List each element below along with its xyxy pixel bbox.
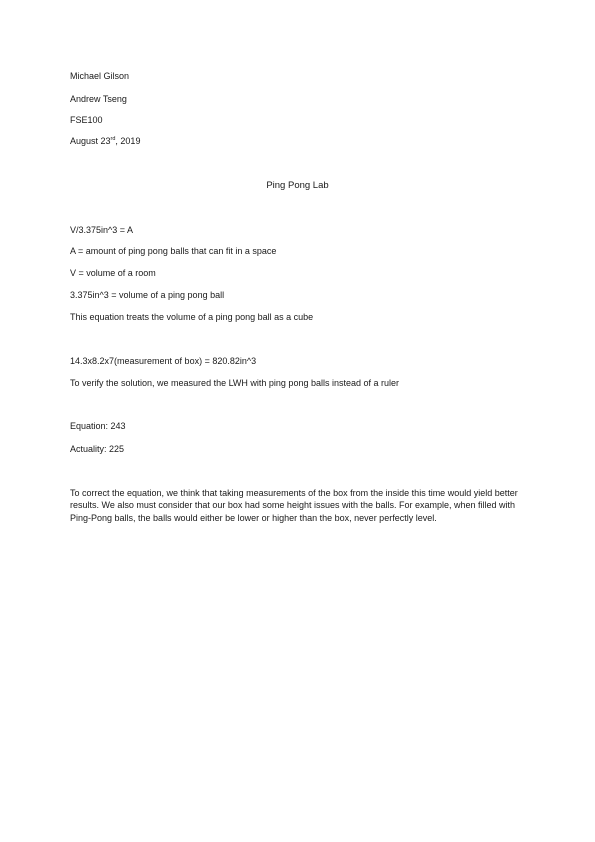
equation-note: This equation treats the volume of a ping pong ball as a cube xyxy=(70,312,314,322)
definition-a: A = amount of ping pong balls that can fit in a space xyxy=(70,246,277,256)
author-name-2: Andrew Tseng xyxy=(70,94,127,104)
verification-line: To verify the solution, we measured the LWH with ping pong balls instead of a ruler xyxy=(70,378,400,388)
actuality-result: Actuality: 225 xyxy=(70,444,125,454)
equation-result: Equation: 243 xyxy=(70,421,126,431)
course-code: FSE100 xyxy=(70,115,103,125)
date-month-day: August 23 xyxy=(70,136,111,146)
document-date xyxy=(70,136,140,147)
conclusion-paragraph: To correct the equation, we think that taking measurements of the box from the inside this time would yield better results. We also must consider that our box had some height issues with the balls. For example, when filled with Ping-Pong balls, the balls would either be lower or higher than the box, never perfectly level. xyxy=(70,488,518,523)
author-name-1: Michael Gilson xyxy=(70,71,130,81)
definition-ball-volume: 3.375in^3 = volume of a ping pong ball xyxy=(70,290,225,300)
definition-v: V = volume of a room xyxy=(70,268,156,278)
equation-line: V/3.375in^3 = A xyxy=(70,225,134,235)
box-volume-line: 14.3x8.2x7(measurement of box) = 820.82in^3 xyxy=(70,356,257,366)
date-ordinal-suffix: rd xyxy=(110,136,116,142)
date-year: , 2019 xyxy=(115,136,141,146)
document-title: Ping Pong Lab xyxy=(266,180,329,191)
